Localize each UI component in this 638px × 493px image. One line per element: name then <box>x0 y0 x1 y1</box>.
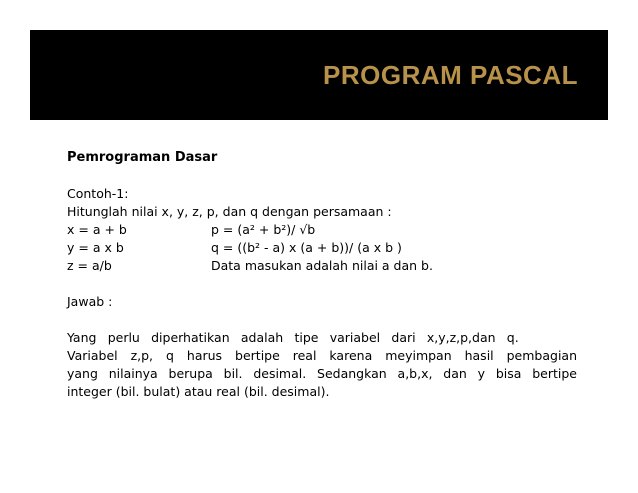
equation-row <box>67 221 577 239</box>
spacer <box>67 167 577 185</box>
spacer <box>67 311 577 329</box>
paragraph-line: Variabel z,p, q harus bertipe real karena meyimpan hasil pembagian <box>67 348 577 363</box>
answer-paragraph <box>67 329 577 401</box>
equation-right: q = ((b² - a) x (a + b))/ (a x b ) <box>211 240 402 255</box>
equation-right: p = (a² + b²)/ √b <box>211 222 316 237</box>
example-label: Contoh-1: <box>67 186 129 201</box>
paragraph-line: yang nilainya berupa bil. desimal. Sedangkan a,b,x, dan y bisa bertipe <box>67 366 577 381</box>
spacer <box>67 275 577 293</box>
title-band <box>30 30 608 120</box>
equation-left: z = a/b <box>67 258 112 273</box>
equation-left: x = a + b <box>67 222 127 237</box>
equation-left: y = a x b <box>67 240 124 255</box>
equation-row <box>67 239 577 257</box>
slide-content <box>67 149 577 401</box>
slide-title: PROGRAM PASCAL <box>323 60 578 90</box>
section-heading: Pemrograman Dasar <box>67 150 218 165</box>
instruction-text: Hitunglah nilai x, y, z, p, dan q dengan persamaan : <box>67 204 392 219</box>
input-note: Data masukan adalah nilai a dan b. <box>211 258 433 273</box>
paragraph-line: integer (bil. bulat) atau real (bil. desimal). <box>67 384 330 399</box>
answer-label: Jawab : <box>67 294 113 309</box>
equation-row <box>67 257 577 275</box>
paragraph-line: Yang perlu diperhatikan adalah tipe variabel dari x,y,z,p,dan q. <box>67 330 519 345</box>
